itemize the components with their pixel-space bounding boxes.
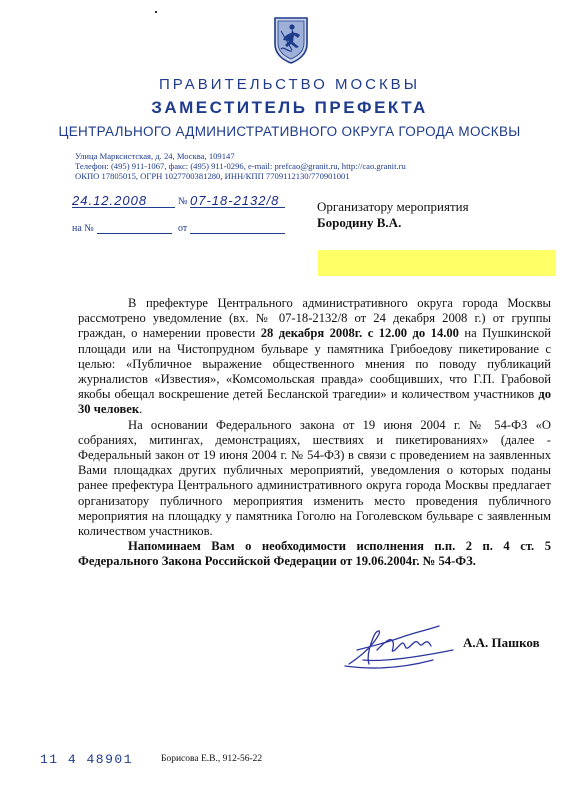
participants-bold: до 30 человек bbox=[78, 387, 551, 417]
executor-contact: Борисова Е.В., 912-56-22 bbox=[161, 754, 263, 764]
date-underline bbox=[72, 207, 175, 208]
event-time-bold: 28 декабря 2008г. с 12.00 до 14.00 bbox=[260, 326, 459, 341]
paragraph-proposal: На основании Федерального закона от 19 июня 2004 г. № 54-ФЗ «О собраниях, митингах, демонстрациях, шествиях и пикетированиях» (далее - Федеральный закон от 19 июня 2004 г. № 54-ФЗ) в связи с проведением на заявленных Вами площадках других публичных мероприятий, уведомления о которых поданы ранее префектура Центрального административного округа города Москвы предлагает организатору публичного мероприятия изменить место проведения публичного мероприятия на площадку у памятника Гоголю на Гоголевском бульваре с заявленным количеством участников. bbox=[78, 417, 551, 539]
reply-date-label: от bbox=[178, 223, 188, 234]
address-line: Улица Марксистская, д. 24, Москва, 109147 bbox=[75, 151, 235, 161]
registry-codes-line: ОКПО 17805015, ОГРН 1027700381280, ИНН/КПП 7709112130/770901001 bbox=[75, 171, 350, 181]
addressee-role: Организатору мероприятия bbox=[317, 199, 469, 214]
redaction-highlight bbox=[318, 250, 556, 276]
text-run: на Пушкинской площади или на Чистопрудном бульваре у памятника Грибоедову пикетирование с целью: «Публичное выражение общественного мнения по поводу публикаций журналистов «Известия», «Комсомольская правда» сообщивших, что Г.П. Грабовой якобы обещал воскрешение детей Бесланской трагедии» и количеством участников bbox=[78, 326, 552, 402]
outgoing-number: 07-18-2132/8 bbox=[190, 193, 280, 208]
reply-number-blank bbox=[97, 233, 172, 234]
number-underline bbox=[190, 207, 285, 208]
deputy-prefect-title: ЗАМЕСТИТЕЛЬ ПРЕФЕКТА bbox=[151, 98, 428, 117]
reply-number-label: на № bbox=[72, 223, 94, 234]
registration-number: 11 4 48901 bbox=[40, 752, 134, 767]
signer-name: А.А. Пашков bbox=[463, 635, 540, 650]
paragraph-reminder: Напоминаем Вам о необходимости исполнения п.п. 2 п. 4 ст. 5 Федерального Закона Российской Федерации от 19.06.2004г. № 54-ФЗ. bbox=[78, 539, 551, 569]
text-run: В префектуре Центрального административного округа города Москвы рассмотрено уведомление (вх. № 07-18-2132/8 от 24 декабря 2008 г.) от группы граждан, о намерении провести bbox=[78, 296, 551, 341]
outgoing-date: 24.12.2008 bbox=[72, 193, 148, 208]
moscow-coat-of-arms-icon bbox=[272, 16, 310, 64]
paragraph-notification bbox=[78, 296, 551, 418]
handwritten-signature bbox=[343, 620, 463, 672]
contacts-line: Телефон: (495) 911-1067, факс: (495) 911-0296, e-mail: prefcao@granit.ru, http://cao.granit.ru bbox=[75, 161, 406, 171]
government-title: ПРАВИТЕЛЬСТВО МОСКВЫ bbox=[159, 76, 420, 93]
district-title: ЦЕНТРАЛЬНОГО АДМИНИСТРАТИВНОГО ОКРУГА ГОРОДА МОСКВЫ bbox=[58, 124, 521, 139]
scan-speck bbox=[155, 11, 157, 13]
letter-body bbox=[78, 296, 551, 570]
text-run: . bbox=[139, 402, 143, 417]
addressee-name: Бородину В.А. bbox=[317, 215, 402, 230]
number-label: № bbox=[178, 196, 188, 207]
reply-date-blank bbox=[190, 233, 285, 234]
